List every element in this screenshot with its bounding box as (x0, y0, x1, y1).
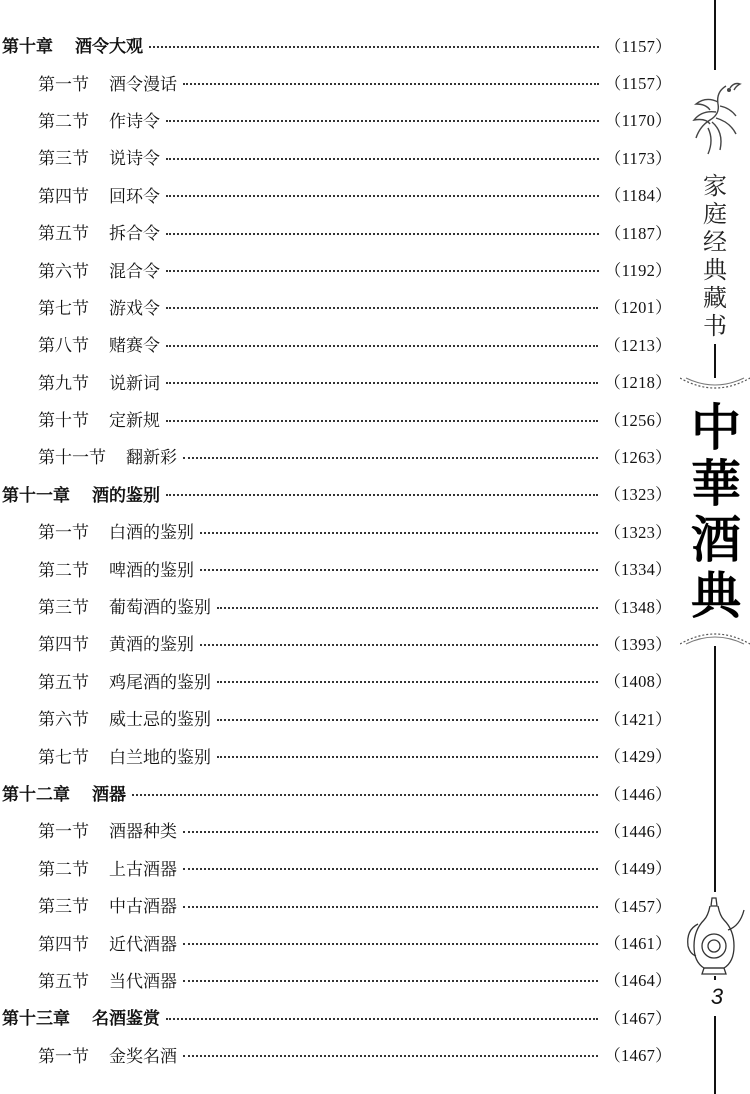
dot-leader (183, 1055, 598, 1057)
toc-entry-number: 第一节 (38, 1046, 89, 1067)
toc-entry-number: 第六节 (38, 710, 89, 731)
toc-chapter-row (0, 774, 672, 811)
toc-entry-number: 第一节 (38, 74, 89, 95)
dot-leader (166, 120, 599, 122)
toc-section-row (0, 512, 672, 549)
toc-entry-title: 酒器种类 (109, 822, 177, 843)
toc-entry-number: 第三节 (38, 149, 89, 170)
dot-leader (183, 831, 598, 833)
toc-section-row (0, 288, 672, 325)
toc-section-row (0, 138, 672, 175)
dot-leader (166, 345, 598, 347)
toc-entry-page: （1323） (604, 522, 672, 542)
toc-entry-page: （1467） (604, 1008, 672, 1028)
toc-entry-number: 第三节 (38, 897, 89, 918)
toc-entry-title: 啤酒的鉴别 (109, 560, 194, 581)
toc-section-row (0, 699, 672, 736)
toc-entry-page: （1421） (604, 709, 672, 729)
toc-entry-title: 翻新彩 (126, 448, 177, 469)
dot-leader (166, 158, 599, 160)
toc-section-row (0, 437, 672, 474)
dot-leader (200, 644, 598, 646)
dot-leader (149, 46, 599, 48)
toc-entry-title: 混合令 (109, 261, 160, 282)
toc-entry-page: （1218） (604, 373, 672, 393)
toc-entry-title: 赌赛令 (109, 336, 160, 357)
toc-entry-title: 白酒的鉴别 (109, 523, 194, 544)
toc-section-row (0, 176, 672, 213)
book-title-char: 華 (691, 454, 741, 513)
toc-entry-page: （1449） (604, 859, 672, 879)
toc-entry-title: 近代酒器 (109, 934, 177, 955)
dot-leader (183, 83, 599, 85)
toc-section-row (0, 1036, 672, 1073)
dot-leader (166, 195, 599, 197)
series-title (698, 172, 732, 340)
toc-section-row (0, 961, 672, 998)
toc-chapter-row (0, 26, 672, 63)
toc-entry-number: 第六节 (38, 261, 89, 282)
series-title-char: 经 (703, 228, 727, 256)
dot-leader (183, 457, 598, 459)
toc-entry-title: 说诗令 (109, 149, 160, 170)
toc-entry-number: 第一节 (38, 822, 89, 843)
wine-ewer-icon (684, 894, 746, 978)
toc-entry-page: （1334） (604, 560, 672, 580)
margin-rule-1 (714, 344, 716, 378)
toc-entry-page: （1467） (604, 1046, 672, 1066)
toc-section-row (0, 250, 672, 287)
phoenix-icon (686, 78, 746, 160)
toc-entry-title: 白兰地的鉴别 (109, 747, 211, 768)
toc-entry-title: 上古酒器 (109, 859, 177, 880)
right-margin (680, 0, 750, 1094)
toc-entry-title: 酒的鉴别 (92, 485, 160, 506)
toc-entry-title: 酒器 (92, 785, 126, 805)
series-title-char: 书 (703, 312, 727, 340)
toc-entry-page: （1408） (604, 672, 672, 692)
margin-rule-3 (714, 976, 716, 980)
toc-entry-title: 游戏令 (109, 298, 160, 319)
toc-section-row (0, 923, 672, 960)
toc-entry-page: （1446） (604, 821, 672, 841)
toc-entry-page: （1157） (604, 74, 672, 94)
dot-leader (166, 382, 598, 384)
toc-entry-number: 第七节 (38, 747, 89, 768)
dot-leader (183, 980, 598, 982)
lace-ornament-icon (680, 376, 750, 394)
dot-leader (217, 681, 598, 683)
dot-leader (200, 569, 598, 571)
toc-entry-page: （1461） (604, 934, 672, 954)
toc-entry-number: 第十三章 (2, 1009, 70, 1030)
toc-section-row (0, 849, 672, 886)
series-title-char: 庭 (703, 200, 727, 228)
toc-section-row (0, 325, 672, 362)
toc-entry-title: 酒令漫话 (109, 74, 177, 95)
toc-entry-page: （1393） (604, 634, 672, 654)
toc-entry-page: （1348） (604, 597, 672, 617)
margin-rule-top (714, 0, 716, 70)
toc-entry-page: （1429） (604, 747, 672, 767)
toc-section-row (0, 101, 672, 138)
series-title-char: 家 (703, 172, 727, 200)
dot-leader (183, 868, 598, 870)
dot-leader (183, 906, 598, 908)
toc-entry-title: 名酒鉴赏 (92, 1009, 160, 1030)
toc-section-row (0, 886, 672, 923)
dot-leader (166, 494, 598, 496)
toc-entry-number: 第二节 (38, 859, 89, 880)
page-number: 3 (710, 984, 724, 1009)
toc-entry-number: 第七节 (38, 298, 89, 319)
series-title-char: 藏 (703, 284, 727, 312)
toc-entry-page: （1187） (604, 223, 672, 243)
toc-section-row (0, 624, 672, 661)
toc-entry-number: 第五节 (38, 224, 89, 245)
table-of-contents (0, 26, 672, 1073)
toc-entry-number: 第二节 (38, 560, 89, 581)
margin-rule-2 (714, 646, 716, 892)
toc-entry-page: （1173） (604, 148, 672, 168)
toc-entry-page: （1192） (604, 261, 672, 281)
lace-ornament-bottom-icon (680, 628, 750, 646)
toc-entry-page: （1464） (604, 971, 672, 991)
dot-leader (183, 943, 598, 945)
toc-entry-page: （1201） (604, 298, 672, 318)
book-title-char: 中 (691, 398, 741, 457)
dot-leader (132, 794, 598, 796)
toc-entry-number: 第十节 (38, 411, 89, 432)
toc-entry-number: 第十一章 (2, 485, 70, 506)
dot-leader (217, 719, 598, 721)
toc-entry-number: 第十一节 (38, 448, 106, 469)
toc-entry-number: 第四节 (38, 934, 89, 955)
toc-entry-number: 第五节 (38, 971, 89, 992)
toc-entry-page: （1184） (604, 186, 672, 206)
toc-entry-number: 第一节 (38, 523, 89, 544)
toc-entry-title: 拆合令 (109, 224, 160, 245)
dot-leader (166, 420, 598, 422)
book-title (684, 400, 748, 624)
toc-entry-number: 第十二章 (2, 785, 70, 805)
dot-leader (217, 607, 598, 609)
toc-entry-page: （1170） (604, 111, 672, 131)
dot-leader (166, 307, 598, 309)
dot-leader (166, 270, 599, 272)
toc-entry-title: 金奖名酒 (109, 1046, 177, 1067)
toc-entry-page: （1157） (604, 36, 672, 56)
toc-section-row (0, 363, 672, 400)
toc-entry-title: 当代酒器 (109, 971, 177, 992)
toc-entry-number: 第五节 (38, 672, 89, 693)
book-title-char: 酒 (691, 510, 741, 569)
toc-entry-number: 第八节 (38, 336, 89, 357)
toc-chapter-row (0, 475, 672, 512)
toc-section-row (0, 213, 672, 250)
toc-entry-page: （1446） (604, 784, 672, 804)
toc-section-row (0, 662, 672, 699)
toc-entry-title: 定新规 (109, 411, 160, 432)
toc-entry-number: 第三节 (38, 598, 89, 619)
toc-section-row (0, 811, 672, 848)
toc-entry-number: 第十章 (2, 37, 53, 58)
toc-entry-page: （1263） (604, 447, 672, 467)
toc-entry-number: 第二节 (38, 111, 89, 132)
toc-entry-title: 黄酒的鉴别 (109, 635, 194, 656)
dot-leader (166, 233, 599, 235)
toc-section-row (0, 587, 672, 624)
toc-entry-title: 说新词 (109, 373, 160, 394)
toc-entry-number: 第九节 (38, 373, 89, 394)
margin-rule-bottom (714, 1016, 716, 1094)
book-title-char: 典 (691, 566, 741, 625)
toc-entry-title: 作诗令 (109, 111, 160, 132)
toc-section-row (0, 736, 672, 773)
toc-entry-page: （1457） (604, 896, 672, 916)
toc-entry-title: 中古酒器 (109, 897, 177, 918)
toc-section-row (0, 400, 672, 437)
toc-entry-page: （1213） (604, 335, 672, 355)
toc-entry-title: 威士忌的鉴别 (109, 710, 211, 731)
series-title-char: 典 (703, 256, 727, 284)
toc-entry-page: （1256） (604, 410, 672, 430)
toc-entry-number: 第四节 (38, 635, 89, 656)
toc-chapter-row (0, 998, 672, 1035)
dot-leader (200, 532, 598, 534)
toc-section-row (0, 63, 672, 100)
toc-entry-page: （1323） (604, 485, 672, 505)
toc-section-row (0, 549, 672, 586)
dot-leader (166, 1018, 598, 1020)
toc-entry-number: 第四节 (38, 186, 89, 207)
dot-leader (217, 756, 598, 758)
toc-entry-title: 葡萄酒的鉴别 (109, 598, 211, 619)
toc-entry-title: 回环令 (109, 186, 160, 207)
toc-entry-title: 鸡尾酒的鉴别 (109, 672, 211, 693)
toc-entry-title: 酒令大观 (75, 37, 143, 58)
